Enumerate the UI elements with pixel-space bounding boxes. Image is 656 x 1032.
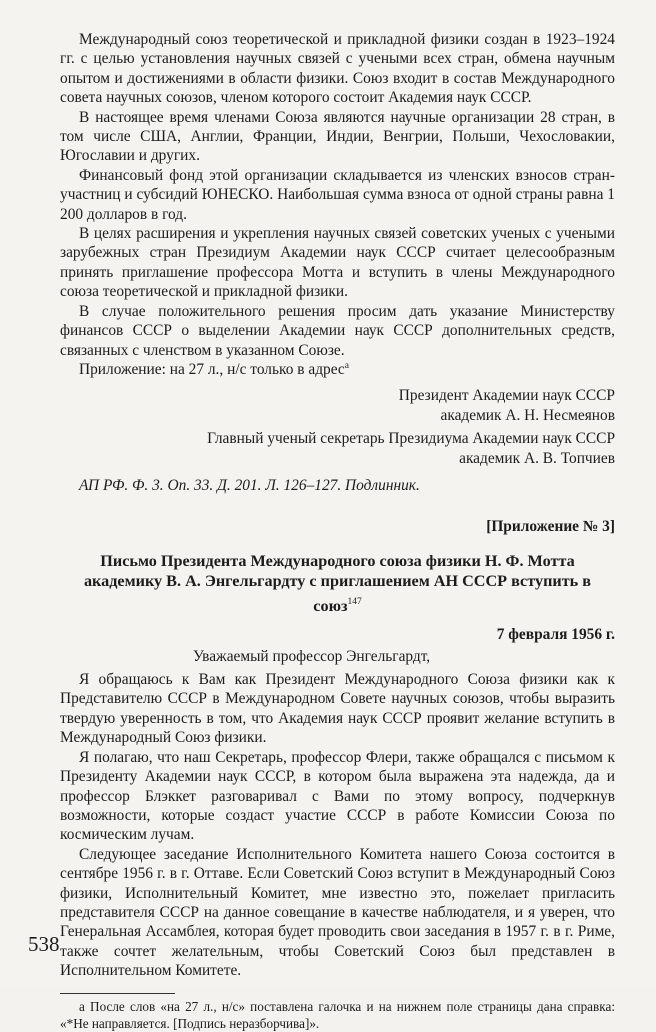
body-paragraph: Финансовый фонд этой организации складывается из членских взносов стран-участниц и субсидий ЮНЕСКО. Наибольшая сумма взноса от одной страны равна 1 200 долларов в год.: [60, 166, 615, 223]
document-title: [60, 551, 615, 617]
body-paragraph: В настоящее время членами Союза являются научные организации 28 стран, в том числе США, Англии, Франции, Индии, Венгрии, Польши, Чехословакии, Югославии и других.: [60, 108, 615, 165]
attachment-note-text: Приложение: на 27 л., н/с только в адрес: [79, 360, 345, 378]
body-paragraph: В случае положительного решения просим дать указание Министерству финансов СССР о выделении Академии наук СССР дополнительных средств, связанных с членством в указанном Союзе.: [60, 302, 615, 359]
attachment-note: [60, 360, 615, 379]
letter-paragraph: Я полагаю, что наш Секретарь, профессор Флери, также обращался с письмом к Президенту Академии наук СССР, в котором была выражена эта надежда, да и профессор Блэккет разговаривал с Вами по этому вопросу, подчеркнув возможности, которые создаст участие СССР в работе Комиссии Союза по космическим лучам.: [60, 748, 615, 844]
footnote-divider: [60, 993, 175, 994]
footnote: а После слов «на 27 л., н/с» поставлена галочка и на нижнем поле страницы дана справка: «*Не направляется. [Подпись неразборчива]».: [60, 998, 615, 1031]
appendix-label: [Приложение № 3]: [486, 518, 615, 536]
body-paragraph: Международный союз теоретической и прикладной физики создан в 1923–1924 гг. с целью установления научных связей с учеными всех стран, обмена научным опытом и достижениями в области физики. Союз входит в состав Международного совета научных союзов, членом которого состоит Академия наук СССР.: [60, 31, 615, 107]
page-content: [60, 30, 615, 1032]
document-title-text: Письмо Президента Международного союза физики Н. Ф. Мотта академику В. А. Энгельгардту с приглашением АН СССР вступить в союз: [83, 551, 592, 615]
signature-secretary-name: академик А. В. Топчиев: [459, 449, 615, 467]
letter-date: 7 февраля 1956 г.: [496, 626, 615, 644]
title-note-ref: 147: [347, 596, 362, 607]
signature-president-title: Президент Академии наук СССР: [398, 387, 615, 405]
archive-source: АП РФ. Ф. 3. Оп. 33. Д. 201. Л. 126–127. Подлинник.: [79, 476, 420, 494]
letter-salutation: Уважаемый профессор Энгельгардт,: [193, 647, 431, 665]
attachment-footnote-mark: а: [344, 360, 349, 371]
signature-secretary-title: Главный ученый секретарь Президиума Академии наук СССР: [207, 430, 615, 448]
page-number: 538: [28, 932, 60, 956]
signature-president-name: академик А. Н. Несмеянов: [440, 406, 615, 424]
letter-paragraph: Я обращаюсь к Вам как Президент Международного Союза физики как к Представителю СССР в Международном Совете научных союзов, чтобы выразить твердую уверенность в том, что Академия наук СССР проявит желание вступить в Международный Союз физики.: [60, 671, 615, 747]
body-paragraph: В целях расширения и укрепления научных связей советских ученых с учеными зарубежных стран Президиум Академии наук СССР считает целесообразным принять приглашение профессора Мотта и вступить в члены Международного союза теоретической и прикладной физики.: [60, 225, 615, 301]
letter-paragraph: Следующее заседание Исполнительного Комитета нашего Союза состоится в сентябре 1956 г. в г. Оттаве. Если Советский Союз вступит в Международный Союз физики, Исполнительный Комитет, мне известно это, пожелает пригласить представителя СССР на данное совещание в качестве наблюдателя, и я уверен, что Генеральная Ассамблея, которая будет проводить свои заседания в 1957 г. в г. Риме, также сочтет желательным, чтобы Советский Союз был представлен в Исполнительном Комитете.: [60, 845, 615, 980]
